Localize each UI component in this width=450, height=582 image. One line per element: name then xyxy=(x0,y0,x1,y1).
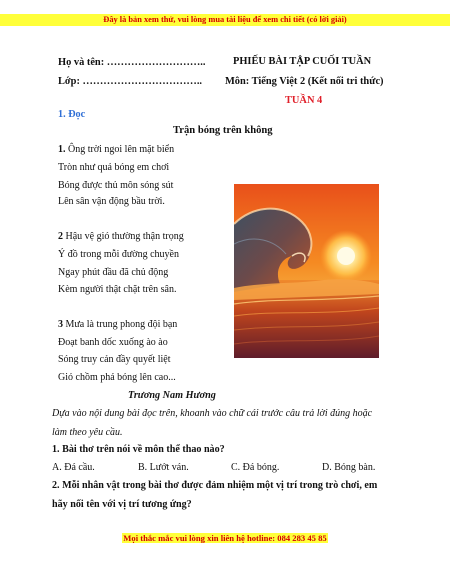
stanza-number: 3 xyxy=(58,319,63,330)
poem-line: Lên sân vận động bầu trời. xyxy=(58,196,165,207)
q1-option-d[interactable]: D. Bóng bàn. xyxy=(322,462,376,473)
bottom-notice-text: Mọi thắc mắc vui lòng xin liên hệ hotline: 084 283 45 85 xyxy=(123,533,327,543)
poem-line: Bóng được thủ môn sóng sút xyxy=(58,180,174,191)
poem-line: Kèm người thật chặt trên sân. xyxy=(58,284,177,295)
poem-line xyxy=(58,145,174,155)
poem-line: Đoạt banh dốc xuống ào ào xyxy=(58,337,168,348)
sunset-wave-illustration xyxy=(234,184,379,358)
week-label: TUẦN 4 xyxy=(285,95,323,106)
question-2-line: 2. Mỗi nhân vật trong bài thơ được đảm nhiệm một vị trí trong trò chơi, em xyxy=(52,480,378,491)
poem-author: Trương Nam Hương xyxy=(128,390,216,401)
q1-option-b[interactable]: B. Lướt ván. xyxy=(138,462,189,473)
poem-line xyxy=(58,320,177,330)
poem-line-text: Hậu vệ gió thường thận trọng xyxy=(65,231,184,242)
poem-line: Sóng truy cản đầy quyết liệt xyxy=(58,354,171,365)
question-2-line: hãy nối tên với vị trí tương ứng? xyxy=(52,499,192,510)
top-notice: Đây là bản xem thử, vui lòng mua tài liệu để xem chi tiết (có lời giải) xyxy=(0,14,450,26)
poem-title: Trận bóng trên không xyxy=(173,125,273,136)
poem-line: Ngay phút đầu đã chủ động xyxy=(58,267,169,278)
poem-line xyxy=(58,232,184,242)
instruction-line: làm theo yêu cầu. xyxy=(52,427,123,438)
stanza-number: 2 xyxy=(58,231,63,242)
poem-line: Tròn như quả bóng em chơi xyxy=(58,162,170,173)
subject-label: Môn: Tiếng Việt 2 (Kết nối tri thức) xyxy=(225,76,384,87)
q1-option-c[interactable]: C. Đá bóng. xyxy=(231,462,280,473)
class-field-label: Lớp: …………………………….. xyxy=(58,76,203,87)
q1-option-a[interactable]: A. Đá cầu. xyxy=(52,462,95,473)
poem-line: Ý đồ trong mỗi đường chuyền xyxy=(58,249,179,260)
poem-line: Gió chồm phá bóng lên cao... xyxy=(58,372,176,383)
section-title: 1. Đọc xyxy=(58,109,86,120)
instruction-line: Dựa vào nội dung bài đọc trên, khoanh vào chữ cái trước câu trả lời đúng hoặc xyxy=(52,408,373,419)
question-1: 1. Bài thơ trên nói về môn thể thao nào? xyxy=(52,444,225,455)
stanza-number: 1. xyxy=(58,144,66,155)
bottom-notice xyxy=(0,533,450,543)
sheet-title: PHIẾU BÀI TẬP CUỐI TUẦN xyxy=(233,56,372,67)
name-field-label: Họ và tên: ……………………….. xyxy=(58,57,206,68)
poem-line-text: Mưa là trung phong đội bạn xyxy=(65,319,178,330)
poem-line-text: Ông trời ngoi lên mặt biển xyxy=(68,144,175,155)
